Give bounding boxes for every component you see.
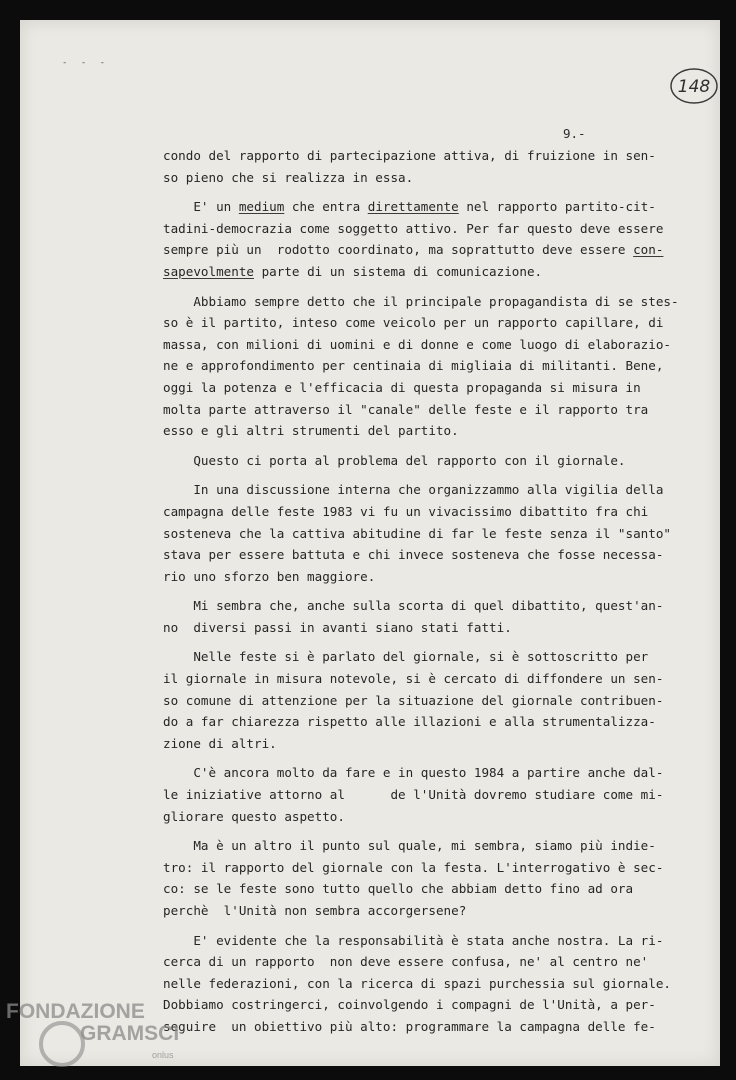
text-line: [163, 951, 649, 973]
text-segment: oggi la potenza e l'efficacia di questa propaganda si misura in: [163, 379, 641, 395]
text-segment: parte di un sistema di comunicazione.: [254, 263, 543, 279]
paragraph: [163, 196, 664, 282]
text-segment: campagna delle feste 1983 vi fu un vivacissimo dibattito fra chi: [163, 503, 649, 519]
text-segment: ne e approfondimento per centinaia di migliaia di militanti. Bene,: [163, 358, 664, 374]
text-segment: sosteneva che la cattiva abitudine di far le feste senza il "santo": [163, 525, 671, 541]
text-line: [163, 668, 664, 690]
text-line: [163, 544, 664, 566]
text-line: [163, 420, 643, 442]
text-line: [163, 261, 643, 283]
text-segment: gliorare questo aspetto.: [163, 808, 345, 824]
text-segment: cerca di un rapporto non deve essere confusa, ne' al centro ne': [163, 954, 649, 970]
watermark-g-icon: [41, 1023, 83, 1065]
text-segment: sempre più un rodotto coordinato, ma soprattutto deve essere: [163, 242, 634, 258]
text-line: [163, 806, 643, 828]
text-segment: massa, con milioni di uomini e di donne e come luogo di elaborazio-: [163, 336, 671, 352]
text-segment: perchè l'Unità non sembra accorgersene?: [163, 903, 467, 918]
paragraph: [163, 479, 671, 587]
text-line: [163, 595, 664, 617]
text-segment: nel rapporto partito-cit-: [458, 199, 656, 215]
text-segment: E' evidente che la responsabilità è stata anche nostra. La ri-: [163, 932, 664, 948]
text-line: [163, 994, 656, 1016]
text-segment: so comune di attenzione per la situazione del giornale contribuen-: [163, 692, 664, 708]
text-segment: Abbiamo sempre detto che il principale propagandista di se stes-: [163, 293, 679, 309]
text-segment: il giornale in misura notevole, si è cercato di diffondere un sen-: [163, 671, 664, 687]
text-segment: Mi sembra che, anche sulla scorta di quel dibattito, quest'an-: [163, 598, 664, 614]
text-segment: co: se le feste sono tutto quello che abbiam detto fino ad ora: [163, 881, 634, 897]
text-line: [163, 523, 671, 545]
text-line: [163, 784, 664, 806]
paragraph: [163, 450, 643, 472]
text-line: [163, 450, 643, 472]
corner-marks: - - -: [62, 58, 110, 68]
archive-stamp: [669, 66, 719, 106]
text-segment: che entra: [284, 199, 368, 215]
paragraph: [163, 145, 656, 188]
text-line: [163, 218, 664, 240]
underlined-text: sapevolmente: [163, 263, 254, 279]
text-line: [163, 711, 656, 733]
text-line: [163, 617, 643, 639]
text-segment: tro: il rapporto del giornale con la festa. L'interrogativo è sec-: [163, 859, 664, 875]
text-segment: rio uno sforzo ben maggiore.: [163, 568, 376, 584]
text-line: [163, 1016, 656, 1038]
text-segment: Ma è un altro il punto sul quale, mi sembra, siamo più indie-: [163, 838, 656, 854]
text-line: [163, 399, 649, 421]
underlined-text: direttamente: [367, 199, 459, 215]
text-segment: no diversi passi in avanti siano stati fatti.: [163, 619, 512, 635]
text-line: [163, 930, 664, 952]
paragraph: [163, 835, 664, 921]
text-segment: Questo ci porta al problema del rapporto con il giornale.: [163, 452, 626, 468]
text-line: [163, 167, 643, 189]
text-line: [163, 646, 649, 668]
underlined-text: con-: [633, 242, 664, 258]
watermark-line1: FONDAZIONE: [6, 1000, 145, 1023]
text-line: [163, 291, 679, 313]
document-body: [163, 145, 679, 1046]
text-line: [163, 900, 643, 922]
text-line: [163, 857, 664, 879]
text-segment: zione di altri.: [163, 735, 277, 751]
watermark-suffix: onlus: [152, 1050, 174, 1060]
text-line: [163, 355, 664, 377]
text-line: [163, 878, 643, 900]
text-line: [163, 762, 664, 784]
paragraph: [163, 595, 664, 638]
text-line: [163, 377, 643, 399]
text-segment: do a far chiarezza rispetto alle illazioni e alla strumentalizza-: [163, 714, 656, 730]
paragraph: [163, 646, 664, 754]
underlined-text: medium: [238, 199, 285, 215]
text-segment: seguire un obiettivo più alto: programmare la campagna delle fe-: [163, 1018, 656, 1034]
text-segment: tadini-democrazia come soggetto attivo. Per far questo deve essere: [163, 220, 664, 236]
text-line: [163, 312, 664, 334]
text-segment: stava per essere battuta e chi invece sosteneva che fosse necessa-: [163, 547, 664, 563]
text-segment: Dobbiamo costringerci, coinvolgendo i compagni de l'Unità, a per-: [163, 997, 656, 1013]
text-segment: C'è ancora molto da fare e in questo 1984 a partire anche dal-: [163, 765, 664, 781]
text-segment: esso e gli altri strumenti del partito.: [163, 423, 459, 439]
text-line: [163, 196, 656, 218]
text-line: [163, 690, 664, 712]
fondazione-gramsci-watermark: [4, 998, 204, 1078]
text-segment: In una discussione interna che organizzammo alla vigilia della: [163, 482, 664, 498]
text-line: [163, 973, 671, 995]
text-line: [163, 239, 664, 261]
text-segment: Nelle feste si è parlato del giornale, si è sottoscritto per: [163, 649, 649, 665]
text-line: [163, 145, 656, 167]
text-segment: E' un: [163, 199, 239, 215]
text-line: [163, 479, 664, 501]
text-segment: condo del rapporto di partecipazione attiva, di fruizione in sen-: [163, 148, 656, 163]
text-segment: so è il partito, inteso come veicolo per un rapporto capillare, di: [163, 315, 664, 331]
watermark-line2: GRAMSCI: [80, 1022, 180, 1045]
text-line: [163, 334, 671, 356]
paragraph: [163, 762, 664, 827]
text-line: [163, 835, 656, 857]
text-segment: so pieno che si realizza in essa.: [163, 169, 414, 185]
paragraph: [163, 291, 679, 442]
text-line: [163, 501, 649, 523]
page-number: 9.-: [563, 126, 586, 141]
paragraph: [163, 930, 671, 1038]
text-segment: molta parte attraverso il "canale" delle feste e il rapporto tra: [163, 401, 649, 417]
text-segment: le iniziative attorno al de l'Unità dovremo studiare come mi-: [163, 787, 664, 803]
text-line: [163, 733, 643, 755]
stamp-number: 148: [677, 77, 711, 97]
text-line: [163, 566, 643, 588]
text-segment: nelle federazioni, con la ricerca di spazi purchessia sul giornale.: [163, 975, 671, 991]
